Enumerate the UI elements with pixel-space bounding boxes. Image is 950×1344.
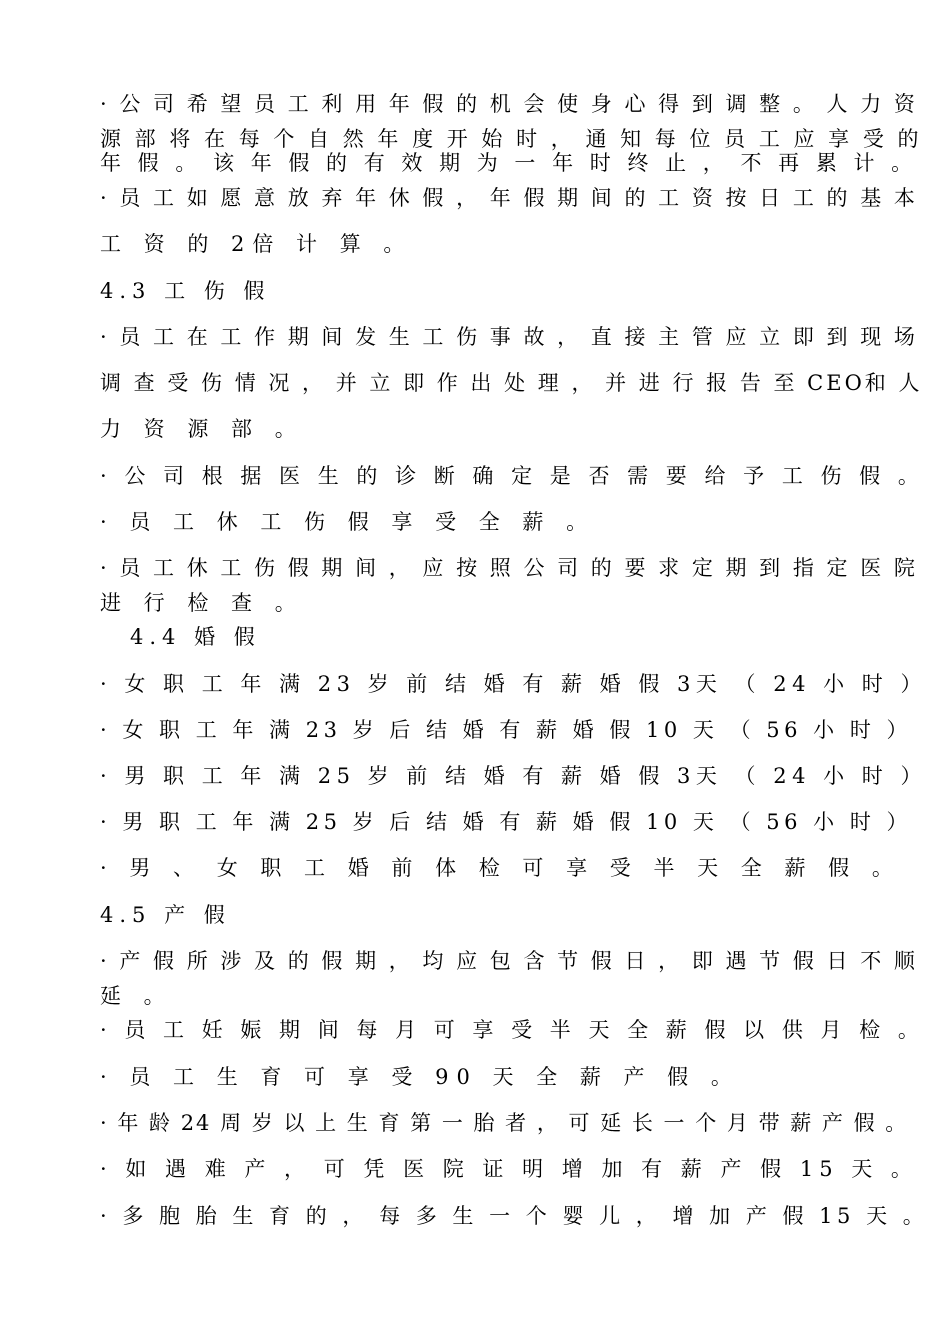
section-heading-injury-leave: 4.3 工 伤 假 xyxy=(100,279,271,303)
annual-leave-p2-line1: · 员 工 如 愿 意 放 弃 年 休 假 ， 年 假 期 间 的 工 资 按 日 工 的 基 本 xyxy=(100,186,918,210)
injury-leave-p4-line1: · 员 工 休 工 伤 假 期 间 ， 应 按 照 公 司 的 要 求 定 期 到 指 定 医 院 xyxy=(100,556,918,580)
section-heading-marriage-leave: 4.4 婚 假 xyxy=(130,625,261,649)
marriage-leave-item: · 女 职 工 年 满 23 岁 后 结 婚 有 薪 婚 假 10 天 （ 56 小 时 ） xyxy=(100,718,913,742)
maternity-leave-item: · 员 工 生 育 可 享 受 90 天 全 薪 产 假 。 xyxy=(100,1065,740,1089)
marriage-leave-item: · 女 职 工 年 满 23 岁 前 结 婚 有 薪 婚 假 3天 （ 24 小 时 ） xyxy=(100,672,927,696)
marriage-leave-item: · 男 职 工 年 满 25 岁 前 结 婚 有 薪 婚 假 3天 （ 24 小 时 ） xyxy=(100,764,927,788)
injury-leave-p1-line1: · 员 工 在 工 作 期 间 发 生 工 伤 事 故 ， 直 接 主 管 应 立 即 到 现 场 xyxy=(100,325,918,349)
injury-leave-p1-line3: 力 资 源 部 。 xyxy=(100,417,304,441)
annual-leave-p1-line1: · 公 司 希 望 员 工 利 用 年 假 的 机 会 使 身 心 得 到 调 整 。 人 力 资 xyxy=(100,92,918,116)
marriage-leave-item: · 男 职 工 年 满 25 岁 后 结 婚 有 薪 婚 假 10 天 （ 56 小 时 ） xyxy=(100,810,913,834)
maternity-leave-item: · 员 工 妊 娠 期 间 每 月 可 享 受 半 天 全 薪 假 以 供 月 检 。 xyxy=(100,1018,925,1042)
injury-leave-p3: · 员 工 休 工 伤 假 享 受 全 薪 。 xyxy=(100,510,596,534)
injury-leave-p2: · 公 司 根 据 医 生 的 诊 断 确 定 是 否 需 要 给 予 工 伤 假 。 xyxy=(100,464,925,488)
annual-leave-p1-line2: 源 部 将 在 每 个 自 然 年 度 开 始 时 ， 通 知 每 位 员 工 应 享 受 的 xyxy=(100,127,923,151)
section-heading-maternity-leave: 4.5 产 假 xyxy=(100,903,231,927)
injury-leave-p1-line2: 调 查 受 伤 情 况 ， 并 立 即 作 出 处 理 ， 并 进 行 报 告 至 CEO和 人 xyxy=(100,371,923,395)
annual-leave-p1-line3: 年 假 。 该 年 假 的 有 效 期 为 一 年 时 终 止 ， 不 再 累 计 。 xyxy=(100,151,918,175)
maternity-leave-p1-line1: · 产 假 所 涉 及 的 假 期 ， 均 应 包 含 节 假 日 ， 即 遇 节 假 日 不 顺 xyxy=(100,949,918,973)
marriage-leave-item: · 男 、 女 职 工 婚 前 体 检 可 享 受 半 天 全 薪 假 。 xyxy=(100,856,901,880)
maternity-leave-p1-line2: 延 。 xyxy=(100,984,173,1008)
annual-leave-p2-line2: 工 资 的 2倍 计 算 。 xyxy=(100,232,413,256)
maternity-leave-item: · 多 胞 胎 生 育 的 ， 每 多 生 一 个 婴 儿 ， 增 加 产 假 15 天 。 xyxy=(100,1204,929,1228)
injury-leave-p4-line2: 进 行 检 查 。 xyxy=(100,591,304,615)
maternity-leave-item: · 年 龄 24 周 岁 以 上 生 育 第 一 胎 者 ， 可 延 长 一 个 月 带 薪 产 假 。 xyxy=(100,1111,909,1135)
maternity-leave-item: · 如 遇 难 产 ， 可 凭 医 院 证 明 增 加 有 薪 产 假 15 天 。 xyxy=(100,1157,918,1181)
